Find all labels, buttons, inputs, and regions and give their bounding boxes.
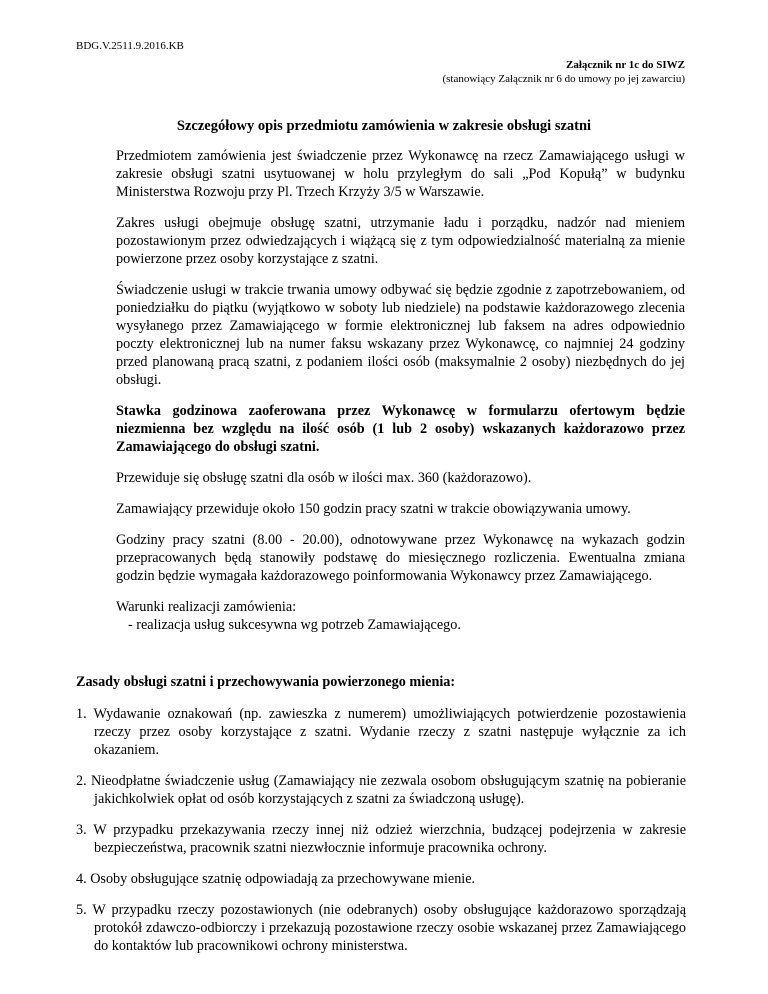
rule-item: 5. W przypadku rzeczy pozostawionych (nie odebranych) osoby obsługujące każdorazowo sporządzają protokół zdawczo-odbiorczy i przekazują pozostawione rzeczy osobie wskazanej przez Zamawiającego do kontaktów lub pracownikowi ochrony ministerstwa. (76, 902, 686, 954)
conditions-item: - realizacja usług sukcesywna wg potrzeb Zamawiającego. (128, 617, 461, 633)
annex-title: Załącznik nr 1c do SIWZ (566, 59, 685, 71)
annex-note: (stanowiący Załącznik nr 6 do umowy po jej zawarciu) (442, 73, 685, 85)
paragraph-hours-estimate: Zamawiający przewiduje około 150 godzin pracy szatni w trakcie obowiązywania umowy. (116, 501, 631, 517)
rule-item: 4. Osoby obsługujące szatnię odpowiadają za przechowywane mienie. (76, 871, 476, 887)
rule-item: 2. Nieodpłatne świadczenie usług (Zamawiający nie zezwala osobom obsługującym szatnię na pobieranie jakichkolwiek opłat od osób korzystających z szatni za świadczoną usługę). (76, 773, 686, 807)
document-reference: BDG.V.2511.9.2016.KB (76, 40, 184, 52)
document-title: Szczegółowy opis przedmiotu zamówienia w zakresie obsługi szatni (176, 118, 592, 134)
rules-section (76, 673, 686, 968)
annex-label (442, 58, 685, 86)
paragraph-subject: Przedmiotem zamówienia jest świadczenie przez Wykonawcę na rzecz Zamawiającego usługi w zakresie obsługi szatni usytuowanej w holu przyległym do sali „Pod Kopułą” w budynku Ministerstwa Rozwoju przy Pl. Trzech Krzyży 3/5 w Warszawie. (116, 148, 685, 200)
rules-heading: Zasady obsługi szatni i przechowywania powierzonego mienia: (76, 674, 456, 690)
rule-item: 3. W przypadku przekazywania rzeczy innej niż odzież wierzchnia, budzącej podejrzenia w zakresie bezpieczeństwa, pracownik szatni niezwłocznie informuje pracownika ochrony. (76, 822, 686, 856)
description-body (116, 147, 685, 647)
paragraph-scope: Zakres usługi obejmuje obsługę szatni, utrzymanie ładu i porządku, nadzór nad mieniem pozostawionym przez odwiedzających i wiążącą się z tym odpowiedzialność materialną za mienie powierzone przez osoby korzystające z szatni. (116, 215, 685, 267)
rule-item: 1. Wydawanie oznakowań (np. zawieszka z numerem) umożliwiających potwierdzenie pozostawienia rzeczy przez osoby korzystające z szatni. Wydanie rzeczy z szatni następuje wyłącznie za ich okazaniem. (76, 706, 686, 758)
paragraph-hourly-rate: Stawka godzinowa zaoferowana przez Wykonawcę w formularzu ofertowym będzie niezmienna bez względu na ilość osób (1 lub 2 osoby) wskazanych każdorazowo przez Zamawiającego do obsługi szatni. (116, 403, 685, 455)
paragraph-schedule: Świadczenie usługi w trakcie trwania umowy odbywać się będzie zgodnie z zapotrzebowaniem, od poniedziałku do piątku (wyjątkowo w soboty lub niedziele) na podstawie każdorazowego zlecenia wysyłanego przez Zamawiającego w formie elektronicznej lub faksem na adres odpowiednio poczty elektronicznej lub na numer faksu wskazany przez Wykonawcę, co najmniej 24 godziny przed planowaną pracą szatni, z podaniem ilości osób (maksymalnie 2 osoby) niezbędnych do jej obsługi. (116, 282, 685, 388)
paragraph-capacity: Przewiduje się obsługę szatni dla osób w ilości max. 360 (każdorazowo). (116, 470, 532, 486)
conditions-title: Warunki realizacji zamówienia: (116, 599, 297, 615)
paragraph-working-hours: Godziny pracy szatni (8.00 - 20.00), odnotowywane przez Wykonawcę na wykazach godzin przepracowanych będą stanowiły podstawę do miesięcznego rozliczenia. Ewentualna zmiana godzin będzie wymagała każdorazowego poinformowania Wykonawcy przez Zamawiającego. (116, 532, 685, 584)
